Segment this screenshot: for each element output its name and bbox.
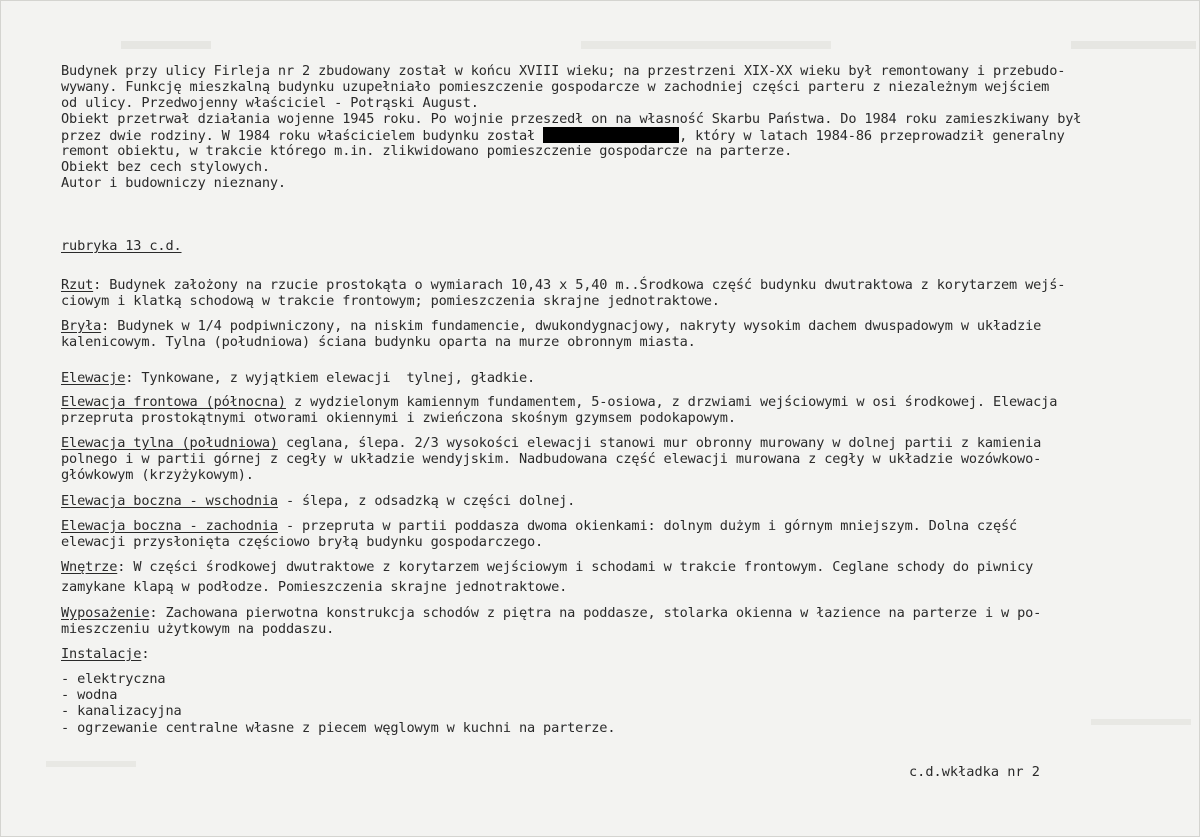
instalacje-label: Instalacje	[61, 646, 142, 662]
instalacje-item: - wodna	[61, 687, 118, 703]
section-heading: rubryka 13 c.d.	[61, 238, 182, 254]
show-through-mark	[46, 761, 136, 767]
wyposazenie-label: Wyposażenie	[61, 605, 150, 621]
intro-line-start: przez dwie rodziny. W 1984 roku właścicielem budynku został	[61, 128, 536, 144]
wschodnia-label: Elewacja boczna - wschodnia	[61, 493, 278, 509]
intro-line: Autor i budowniczy nieznany.	[61, 175, 286, 191]
wyposazenie-line: mieszczeniu użytkowym na poddaszu.	[61, 621, 335, 637]
instalacje-colon: :	[141, 646, 150, 662]
frontowa-line: przepruta prostokątnymi otworami okiennymi i zwieńczona skośnym gzymsem podokapowym.	[61, 410, 736, 426]
wyposazenie-text: : Zachowana pierwotna konstrukcja schodów z piętra na poddasze, stolarka okienna w łazience na parterze i w po-	[149, 605, 1042, 621]
zachodnia-line	[61, 518, 1017, 534]
bryla-label: Bryła	[61, 318, 102, 334]
tylna-line	[61, 435, 1041, 451]
zachodnia-line: elewacji przysłonięta częściowo bryłą budynku gospodarczego.	[61, 534, 544, 550]
wschodnia-line	[61, 493, 575, 509]
instalacje-item: - ogrzewanie centralne własne z piecem węglowym w kuchni na parterze.	[61, 720, 616, 736]
redaction-bar	[543, 127, 679, 143]
show-through-mark	[1071, 41, 1196, 49]
tylna-line: główkowym (krzyżykowym).	[61, 467, 254, 483]
tylna-line: polnego i w partii górnej z cegły w układzie wendyjskim. Nadbudowana część elewacji murowana z cegły w układzie wozówkowo-	[61, 451, 1042, 467]
elewacje-line	[61, 370, 535, 386]
tylna-label: Elewacja tylna (południowa)	[61, 435, 278, 451]
intro-line: Obiekt bez cech stylowych.	[61, 159, 270, 175]
wnetrze-line	[61, 559, 1033, 575]
frontowa-text: z wydzielonym kamiennym fundamentem, 5-osiowa, z drzwiami wejściowymi w osi środkowej. Elewacja	[285, 394, 1058, 410]
instalacje-heading	[61, 646, 149, 662]
intro-line: Obiekt przetrwał działania wojenne 1945 roku. Po wojnie przeszedł on na własność Skarbu Państwa. Do 1984 roku zamieszkiwany był	[61, 111, 1082, 127]
instalacje-item: - kanalizacyjna	[61, 703, 182, 719]
intro-line: wywany. Funkcję mieszkalną budynku uzupełniało pomieszczenie gospodarcze w zachodniej części parteru z niezależnym wejściem	[61, 79, 1050, 95]
bryla-text: : Budynek w 1/4 podpiwniczony, na niskim fundamencie, dwukondygnacjowy, nakryty wysokim dachem dwuspadowym w układzie	[101, 318, 1042, 334]
footer-continuation: c.d.wkładka nr 2	[909, 764, 1040, 780]
intro-line-end: , który w latach 1984-86 przeprowadził generalny	[679, 128, 1065, 144]
wnetrze-text: : W części środkowej dwutraktowe z korytarzem wejściowym i schodami w trakcie frontowym. Ceglane schody do piwnicy	[117, 559, 1034, 575]
zachodnia-text: - przepruta w partii poddasza dwoma okienkami: dolnym dużym i górnym mniejszym. Dolna część	[277, 518, 1018, 534]
tylna-text: ceglana, ślepa. 2/3 wysokości elewacji stanowi mur obronny murowany w dolnej partii z kamienia	[277, 435, 1042, 451]
bryla-line: kalenicowym. Tylna (południowa) ściana budynku oparta na murze obronnym miasta.	[61, 334, 696, 350]
show-through-mark	[581, 41, 831, 49]
wnetrze-label: Wnętrze	[61, 559, 118, 575]
intro-line: remont obiektu, w trakcie którego m.in. zlikwidowano pomieszczenie gospodarcze na parterze.	[61, 143, 793, 159]
intro-line-redacted	[61, 127, 1065, 144]
intro-line: Budynek przy ulicy Firleja nr 2 zbudowany został w końcu XVIII wieku; na przestrzeni XIX-XX wieku był remontowany i przebudo-	[61, 63, 1066, 79]
show-through-mark	[121, 41, 211, 49]
instalacje-item: - elektryczna	[61, 671, 166, 687]
frontowa-label: Elewacja frontowa (północna)	[61, 394, 286, 410]
frontowa-line	[61, 394, 1057, 410]
rzut-text: : Budynek założony na rzucie prostokąta o wymiarach 10,43 x 5,40 m..Środkowa część budynku dwutraktowa z korytarzem wejś-	[93, 277, 1066, 293]
intro-line: od ulicy. Przedwojenny właściciel - Potrąski August.	[61, 95, 479, 111]
rzut-line: ciowym i klatką schodową w trakcie frontowym; pomieszczenia skrajne jednotraktowe.	[61, 293, 720, 309]
elewacje-text: : Tynkowane, z wyjątkiem elewacji tylnej, gładkie.	[125, 370, 536, 386]
rzut-label: Rzut	[61, 277, 94, 293]
wschodnia-text: - ślepa, z odsadzką w części dolnej.	[277, 493, 576, 509]
elewacje-label: Elewacje	[61, 370, 126, 386]
wyposazenie-line	[61, 605, 1041, 621]
show-through-mark	[1091, 719, 1191, 725]
wnetrze-line: zamykane klapą w podłodze. Pomieszczenia skrajne jednotraktowe.	[61, 579, 568, 595]
zachodnia-label: Elewacja boczna - zachodnia	[61, 518, 278, 534]
bryla-line	[61, 318, 1041, 334]
rzut-line	[61, 277, 1065, 293]
